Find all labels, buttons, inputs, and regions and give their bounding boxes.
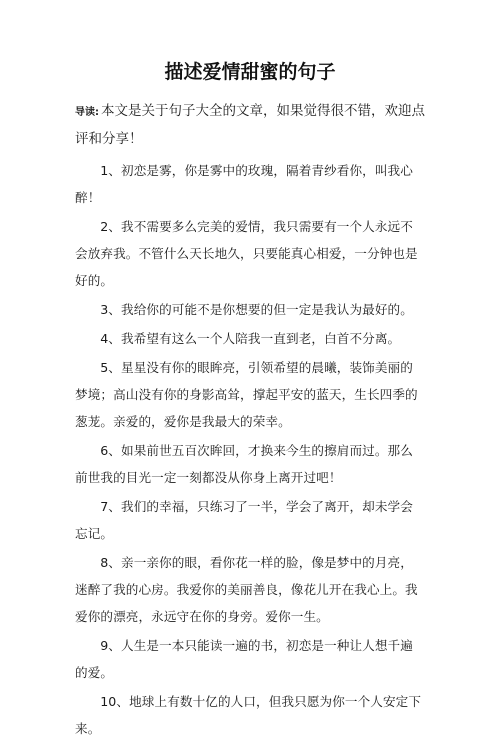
paragraph-3: 3、我给你的可能不是你想要的但一定是我认为最好的。 [100,302,413,317]
paragraph-8: 8、亲一亲你的眼，看你花一样的脸，像是梦中的月亮，迷醉了我的心房。我爱你的美丽善良，像花儿开在我心上。我爱你的漂亮，永远守在你的身旁。爱你一生。 [75,555,418,624]
intro-paragraph [75,98,425,153]
paragraph-4: 4、我希望有这么一个人陪我一直到老，白首不分离。 [100,331,401,346]
paragraph-1: 1、初恋是雾，你是雾中的玫瑰，隔着青纱看你，叫我心醉！ [75,163,413,205]
paragraph-2: 2、我不需要多么完美的爱情，我只需要有一个人永远不会放弃我。不管什么天长地久，只要能真心相爱，一分钟也是好的。 [75,219,418,288]
paragraph-7: 7、我们的幸福，只练习了一半，学会了离开，却未学会忘记。 [75,499,413,541]
intro-text: 本文是关于句子大全的文章，如果觉得很不错，欢迎点评和分享！ [75,103,425,147]
paragraph-5: 5、星星没有你的眼眸亮，引领希望的晨曦，装饰美丽的梦境；高山没有你的身影高耸，撑起平安的蓝天，生长四季的葱茏。亲爱的，爱你是我最大的荣幸。 [75,360,418,429]
paragraph-6: 6、如果前世五百次眸回，才换来今生的擦肩而过。那么前世我的目光一定一刻都没从你身上离开过吧！ [75,443,413,485]
intro-label: 导读: [75,107,99,118]
paragraph-10: 10、地球上有数十亿的人口，但我只愿为你一个人安定下来。 [75,694,422,736]
document-title: 描述爱情甜蜜的句子 [164,61,336,83]
paragraph-9: 9、人生是一本只能读一遍的书，初恋是一种让人想千遍的爱。 [75,638,413,680]
